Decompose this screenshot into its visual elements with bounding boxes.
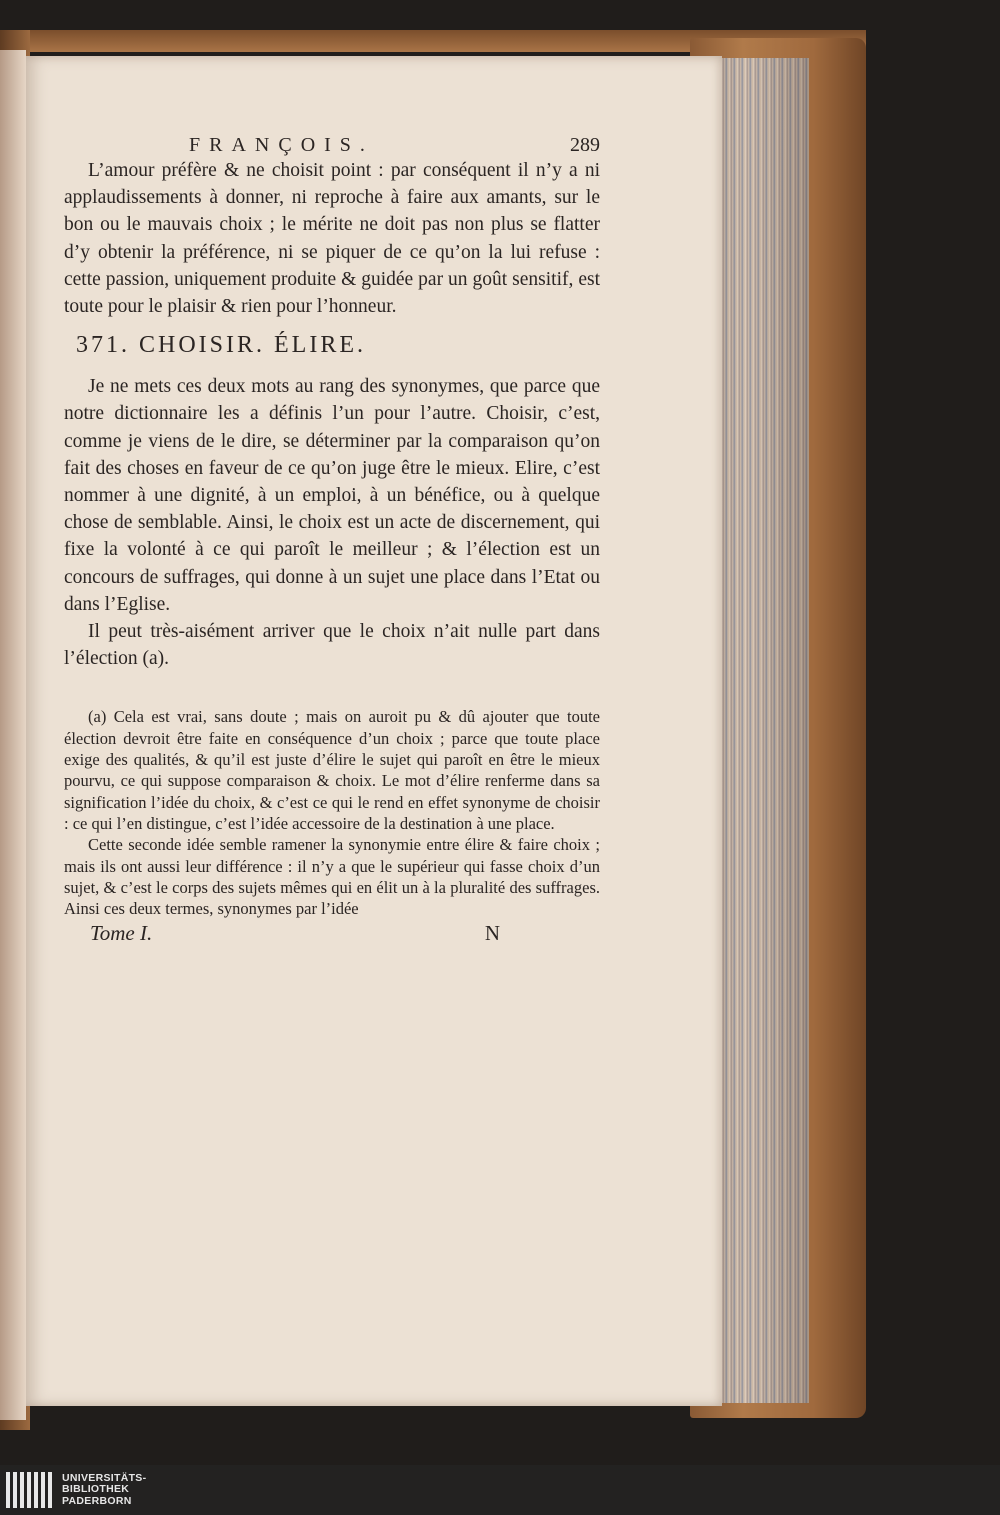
- footnote-paragraph-2: Cette seconde idée semble ramener la synonymie entre élire & faire choix ; mais ils ont aussi leur différence : il n’y a que le supérieur qui fasse choix d’un sujet, & c’est le corps des sujets mêmes qui en élit un à la pluralité des suffrages. Ainsi ces deux termes, synonymes par l’idée: [64, 835, 600, 919]
- volume-label: Tome I.: [90, 921, 153, 946]
- library-name-line2: BIBLIOTHEK: [62, 1483, 130, 1496]
- page-text: [64, 134, 600, 946]
- article-title: 371. CHOISIR. ÉLIRE.: [76, 332, 366, 359]
- page-footer: [64, 921, 600, 946]
- library-footer: [0, 1465, 1000, 1515]
- page-header: [64, 134, 600, 157]
- library-name-line3: PADERBORN: [62, 1494, 132, 1507]
- article-paragraph-2: Il peut très-aisément arriver que le choix n’ait nulle part dans l’élection (a).: [64, 621, 600, 670]
- footnote: [64, 706, 600, 919]
- book-page: [26, 56, 722, 1406]
- running-head: FRANÇOIS.: [189, 134, 374, 156]
- intro-paragraph: L’amour préfère & ne choisit point : par conséquent il n’y a ni applaudissements à donner, ni reproche à faire aux amants, sur le bon ou le mauvais choix ; le mérite ne doit pas non plus se flatter d’y obtenir la préférence, ni se piquer de ce qu’on la lui refuse : cette passion, uniquement produite & guidée par un goût sensitif, est toute pour le plaisir & rien pour l’honneur.: [64, 160, 600, 318]
- footnote-paragraph-1: (a) Cela est vrai, sans doute ; mais on auroit pu & dû ajouter que toute élection devroit être faite en conséquence d’un choix ; parce que toute place exige des qualités, & qu’il est juste d’élire le sujet qui paroît en être le mieux pourvu, ce qui suppose comparaison & choix. Le mot d’élire renferme dans sa signification l’idée du choix, & c’est ce qui le rend en effet synonyme de choisir : ce qui l’en distingue, c’est l’idée accessoire de la destination à une place.: [64, 707, 600, 833]
- facing-page-edge: [0, 50, 26, 1420]
- library-logo-icon: [6, 1472, 52, 1508]
- article-paragraph-1: Je ne mets ces deux mots au rang des synonymes, que parce que notre dictionnaire les a définis l’un pour l’autre. Choisir, c’est, comme je viens de le dire, se déterminer par la comparaison qu’on fait des choses en faveur de ce qu’on juge être le mieux. Elire, c’est nommer à une dignité, à un emploi, à un bénéfice, ou à quelque chose de semblable. Ainsi, le choix est un acte de discernement, qui fixe la volonté à ce qui paroît le meilleur ; & l’élection est un concours de suffrages, qui donne à un sujet une place dans l’Etat ou dans l’Eglise.: [64, 376, 600, 615]
- library-name-line1: UNIVERSITÄTS-: [62, 1471, 147, 1484]
- library-name: [62, 1473, 146, 1508]
- page-number: 289: [570, 134, 600, 156]
- signature-mark: N: [484, 921, 500, 946]
